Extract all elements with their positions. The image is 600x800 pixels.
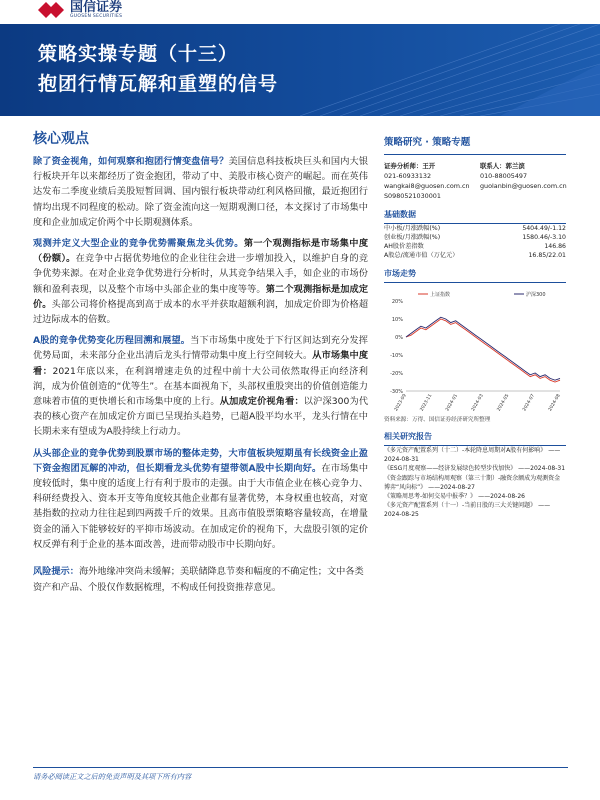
analyst-info <box>384 161 566 201</box>
basic-data-key: AH股价差指数 <box>384 243 424 250</box>
basic-data-list <box>384 224 566 260</box>
basic-data-key: A股总/流通市值（万亿元） <box>384 252 459 259</box>
report-date: ——2024-08-26 <box>478 493 525 501</box>
paragraph-4 <box>33 446 368 552</box>
basic-data-key: 创业板/月涨跌幅(%) <box>384 234 441 241</box>
report-title[interactable]: 《多元资产配置系列（十一）-当前日股的三大关键问题》 <box>384 502 539 510</box>
disclaimer: 请务必阅读正文之后的免责声明及其项下所有内容 <box>33 772 192 781</box>
paragraph-3 <box>33 333 368 439</box>
analyst1-email[interactable]: wangkai8@guosen.com.cn <box>384 182 470 190</box>
report-item[interactable] <box>384 474 566 492</box>
legend-label: 沪深300 <box>526 292 546 298</box>
y-tick-label: -20% <box>390 371 403 377</box>
y-tick-label: 20% <box>391 299 403 305</box>
basic-data-value: 1580.46/-3.10 <box>522 234 566 241</box>
p4-highlight: 从头部企业的竞争优势到股票市场的整体走势，大市值板块短期虽有长线资金止盈下资金抱团瓦解的冲动，但长期看龙头优势有望带领A股中长期向好。 <box>33 447 368 474</box>
related-reports-title: 相关研究报告 <box>384 432 432 441</box>
basic-data-row <box>384 233 566 242</box>
analyst2-title: 联系人：郭兰滨 <box>480 162 525 170</box>
p4-text: 在市场集中度较低时，集中度的适度上行有利于股市的走强。由于大市值企业在核心竞争力、科研经费投入、资本开支等角度较其他企业都有显著优势，本身权重也较高，对宽基指数的拉动力往往起到四两拨千斤的效果。且高市值股票策略容量较高，在增量资金的涌入下能够较好的平抑市场波动。在加成定价的视角下，大盘股引领的定价权反弹有利于企业的基本面改善，进而带动股市中长期向好。 <box>33 462 369 550</box>
report-date: ——2024-08-27 <box>428 483 475 491</box>
report-title[interactable]: 《ESG月度观察——经济发展绿色转型步伐加快》 <box>384 465 519 473</box>
x-tick-label: 2023-09 <box>393 393 408 413</box>
banner-decoration <box>300 24 600 116</box>
p3-text-b: 2021年底以来，在利润增速走负的过程中前十大公司依然取得正向经济利润，成为价值创造的“优等生”。在基本面视角下，头部权重股突出的价值创造能力意味着市值的更快增长和市场集中度的上行。 <box>33 365 368 408</box>
x-tick-label: 2024-03 <box>470 393 485 413</box>
x-tick-label: 2024-05 <box>496 393 511 413</box>
related-reports-list <box>384 446 566 520</box>
market-trend-title: 市场走势 <box>384 269 416 278</box>
paragraph-2 <box>33 236 368 327</box>
basic-data-row <box>384 242 566 251</box>
y-tick-label: 10% <box>391 317 403 323</box>
footer-line <box>33 767 568 768</box>
report-title[interactable]: 《策略周思考-如何交易中报季？》 <box>384 493 479 501</box>
p2-text-end: 头部公司将价格提高到高于成本的水平并获取超额利润，加成定价即为价格超过边际成本的倍数。 <box>33 298 369 326</box>
divider <box>384 154 566 155</box>
risk-label: 风险提示： <box>33 566 79 578</box>
report-date: ——2024-08-31 <box>518 465 566 473</box>
logo-icon <box>38 2 64 18</box>
x-tick-label: 2024-07 <box>522 393 537 413</box>
report-date: ——2024-08-31 <box>384 447 561 464</box>
market-chart <box>384 287 566 413</box>
research-category: 策略研究 · 策略专题 <box>384 137 471 148</box>
title-banner <box>0 24 600 116</box>
p3-text-c: 以沪深300为代表的核心资产在加成定价方面已呈现抬头趋势，已超A股平均水平，龙头行情在中长期未来有望成为A股持续上行动力。 <box>33 396 369 438</box>
report-item[interactable] <box>384 492 566 501</box>
report-title[interactable]: 《资金跟踪与市场结构周观察（第三十期）-融资余额成为观测资金博弈“风向标”》 <box>384 474 561 491</box>
p3-bold-1: 从市场集中度看： <box>33 350 369 377</box>
p1-highlight: 除了资金视角，如何观察和抱团行情变盘信号？ <box>33 156 229 167</box>
basic-data-title: 基础数据 <box>384 210 416 219</box>
core-views-section <box>33 128 368 595</box>
report-subtitle: 抱团行情瓦解和重塑的信号 <box>38 73 279 95</box>
risk-text: 海外地缘冲突尚未缓解；美联储降息节奏和幅度的不确定性；文中各类资产和产品、个股仅作数据梳理，不构成任何投资推荐意见。 <box>33 566 364 593</box>
logo-cn-text: 国信证券 <box>70 0 123 15</box>
p3-text-a: 当下市场集中度处于下行区间达到充分发挥优势局面，未来部分企业出清后龙头行情带动集中度上行空间较大。 <box>33 335 368 362</box>
report-item[interactable] <box>384 446 566 464</box>
analyst2-email[interactable]: guolanbin@guosen.com.cn <box>480 182 567 190</box>
top-bar <box>0 0 600 24</box>
x-tick-label: 2024-08 <box>547 393 562 413</box>
y-tick-label: 0% <box>395 335 403 341</box>
basic-data-key: 中小板/月涨跌幅(%) <box>384 225 441 232</box>
report-item[interactable] <box>384 464 566 473</box>
basic-data-value: 16.85/22.01 <box>528 252 566 259</box>
analyst2-phone: 010-88005497 <box>480 172 528 180</box>
legend-label: 上证指数 <box>430 292 451 298</box>
series-line-1 <box>406 317 560 380</box>
report-item[interactable] <box>384 501 566 519</box>
series-line-0 <box>406 319 560 382</box>
sidebar <box>384 128 566 520</box>
report-title[interactable]: 《多元资产配置系列（十二）-本轮降息周期对A股有何影响》 <box>384 447 549 454</box>
divider <box>384 282 566 283</box>
p2-text-mid: 在竞争中占据优势地位的企业往往会进一步增加投入，以维护自身的竞争优势来源。在对企业竞争优势进行分析时，从其竞争结果入手，如企业的市场份额和盈利表现，以及整个市场中头部企业的集中度等等。 <box>33 253 369 295</box>
analyst1-phone: 021-60933132 <box>384 172 432 180</box>
section-title: 核心观点 <box>33 131 89 147</box>
analyst1-title: 证券分析师：王开 <box>384 162 436 170</box>
basic-data-value: 146.86 <box>544 243 566 250</box>
report-title: 策略实操专题（十三） <box>38 43 239 65</box>
x-tick-label: 2024-01 <box>445 393 460 413</box>
chart-source: 资料来源：万得、国信证券经济研究所整理 <box>384 417 491 423</box>
company-logo <box>38 0 122 20</box>
basic-data-value: 5404.49/-1.12 <box>522 225 566 232</box>
x-tick-label: 2023-11 <box>419 393 434 413</box>
p2-bold-2: 第二个观测指标是加成定价。 <box>33 283 369 310</box>
y-tick-label: -10% <box>390 353 403 359</box>
basic-data-row <box>384 251 566 260</box>
analyst1-id: S0980521030001 <box>384 192 441 200</box>
paragraph-1 <box>33 154 368 230</box>
p1-text: 美国信息科技板块巨头和国内大银行板块开年以来都经历了资金抱团，带动了中、美股市核心资产的崛起。而在英伟达发布二季度业绩后美股短暂回调、国内银行板块带动红利风格回撤，最近抱团行情均出现不同程度的松动。除了资金流向这一短期观测口径，本文探讨了市场集中度和企业加成定价两个中长期观测体系。 <box>33 156 369 228</box>
report-date: ——2024-08-25 <box>384 502 551 519</box>
basic-data-row <box>384 224 566 233</box>
p2-bold-1: 第一个观测指标是市场集中度（份额）。 <box>33 238 369 265</box>
risk-warning <box>33 564 368 595</box>
market-chart-svg <box>384 287 566 413</box>
p3-bold-2: 从加成定价视角看： <box>219 396 304 408</box>
logo-en-text: GUOSEN SECURITIES <box>70 13 123 19</box>
p2-highlight: 观测并定义大型企业的竞争优势需聚焦龙头优势。 <box>33 238 244 250</box>
y-tick-label: -30% <box>390 389 403 395</box>
p3-highlight: A股的竞争优势变化历程回溯和展望。 <box>33 335 191 347</box>
